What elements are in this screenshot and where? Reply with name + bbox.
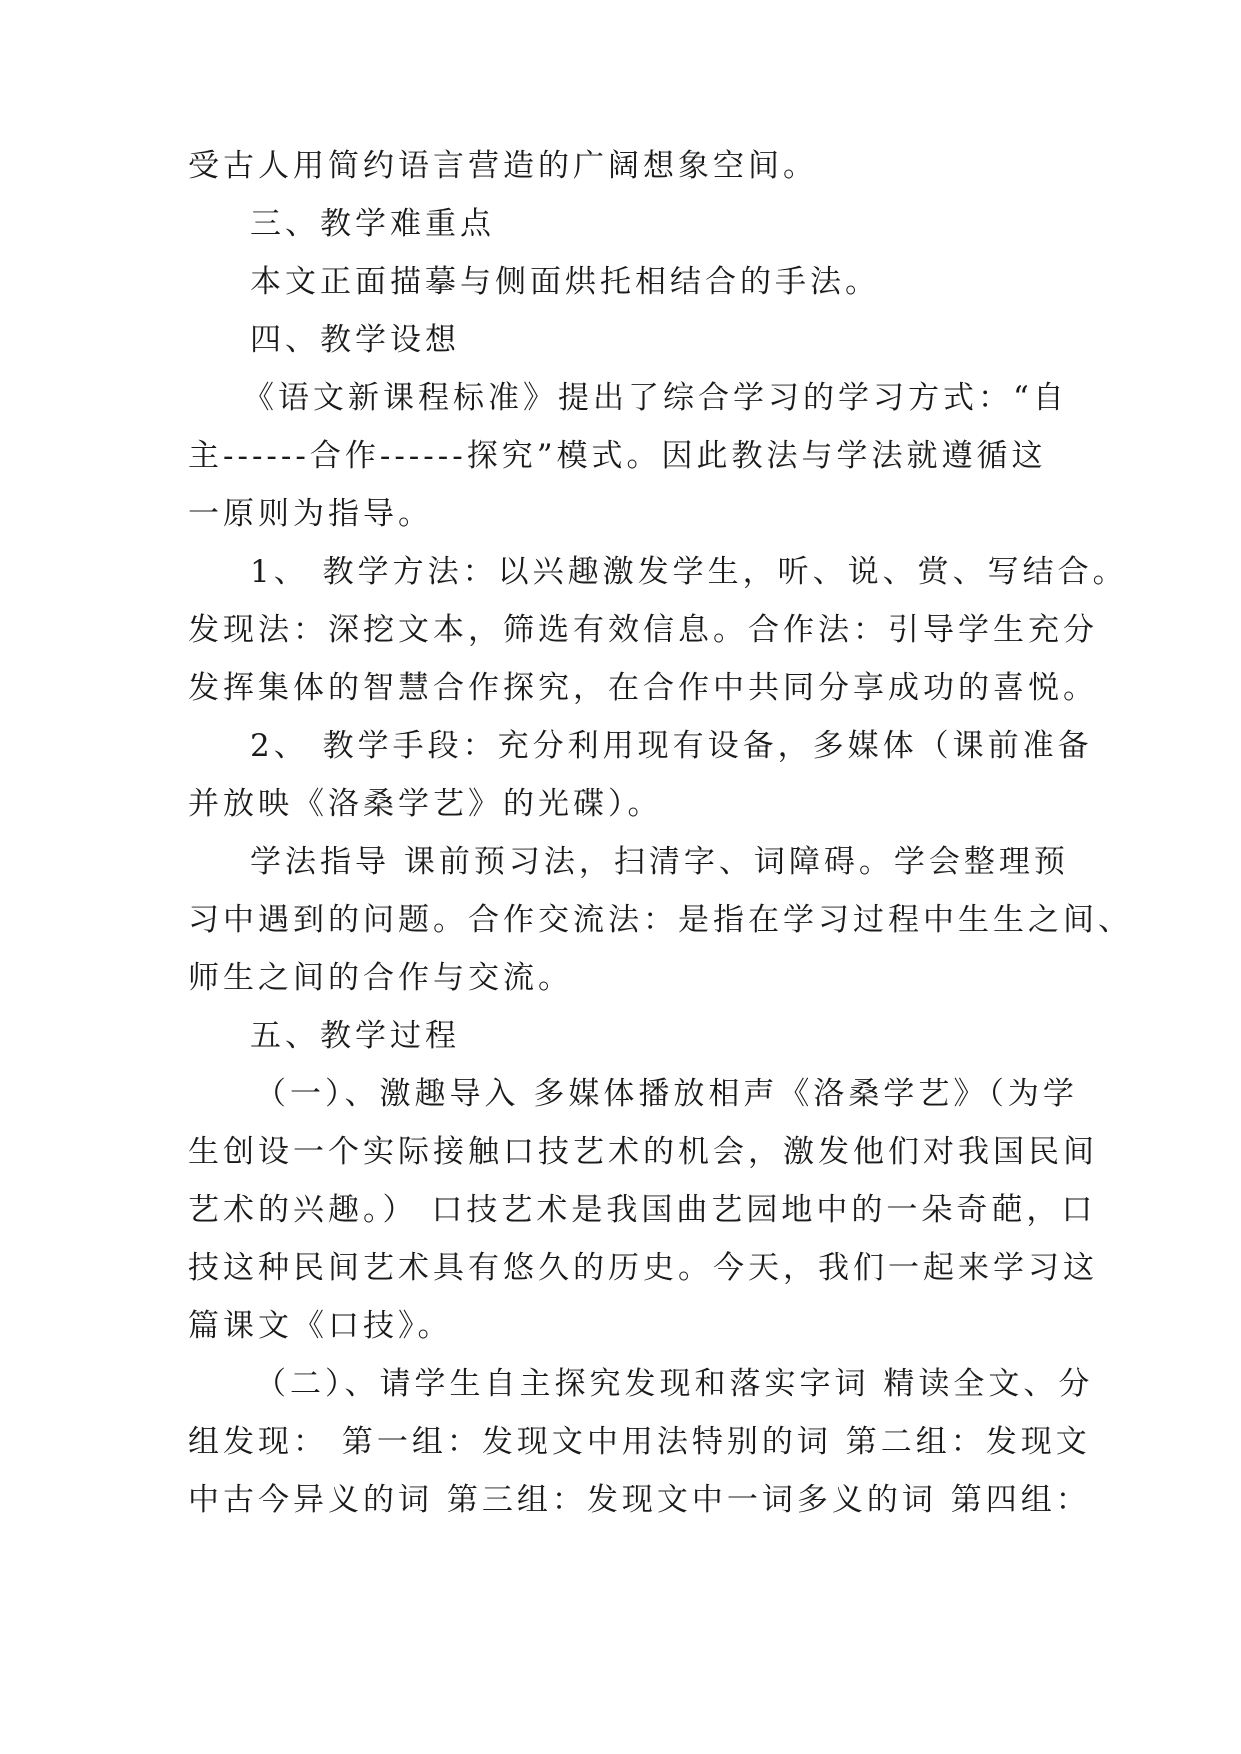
paragraph-line: 本文正面描摹与侧面烘托相结合的手法。 <box>250 264 880 300</box>
paragraph-line: 2、 教学手段：充分利用现有设备，多媒体（课前准备 <box>250 728 1093 764</box>
paragraph-line: 受古人用简约语言营造的广阔想象空间。 <box>188 148 818 184</box>
paragraph-line: 中古今异义的词 第三组：发现文中一词多义的词 第四组： <box>188 1482 1091 1518</box>
paragraph-line: 发挥集体的智慧合作探究，在合作中共同分享成功的喜悦。 <box>188 670 1098 706</box>
paragraph-line: （二）、请学生自主探究发现和落实字词 精读全文、分 <box>255 1366 1094 1402</box>
section-heading: 四、教学设想 <box>250 322 460 358</box>
paragraph-line: 篇课文《口技》。 <box>188 1308 453 1344</box>
section-heading: 五、教学过程 <box>250 1018 460 1054</box>
paragraph-line: 《语文新课程标准》提出了综合学习的学习方式：“自 <box>243 380 1068 416</box>
paragraph-line: 习中遇到的问题。合作交流法：是指在学习过程中生生之间、 <box>188 902 1133 938</box>
paragraph-line: 发现法：深挖文本，筛选有效信息。合作法：引导学生充分 <box>188 612 1098 648</box>
paragraph-line: 组发现： 第一组：发现文中用法特别的词 第二组：发现文 <box>188 1424 1091 1460</box>
paragraph-line: 并放映《洛桑学艺》的光碟）。 <box>188 786 663 822</box>
paragraph-line: 技这种民间艺术具有悠久的历史。今天，我们一起来学习这 <box>188 1250 1098 1286</box>
paragraph-line: （一）、激趣导入 多媒体播放相声《洛桑学艺》（为学 <box>255 1076 1078 1112</box>
paragraph-line: 主------合作------探究”模式。因此教法与学法就遵循这 <box>188 438 1047 474</box>
section-heading: 三、教学难重点 <box>250 206 495 242</box>
paragraph-line: 师生之间的合作与交流。 <box>188 960 573 996</box>
paragraph-line: 一原则为指导。 <box>188 496 433 532</box>
paragraph-line: 1、 教学方法：以兴趣激发学生，听、说、赏、写结合。 <box>250 554 1128 590</box>
paragraph-line: 艺术的兴趣。） 口技艺术是我国曲艺园地中的一朵奇葩，口 <box>188 1192 1097 1228</box>
paragraph-line: 生创设一个实际接触口技艺术的机会，激发他们对我国民间 <box>188 1134 1098 1170</box>
paragraph-line: 学法指导 课前预习法，扫清字、词障碍。学会整理预 <box>250 844 1069 880</box>
